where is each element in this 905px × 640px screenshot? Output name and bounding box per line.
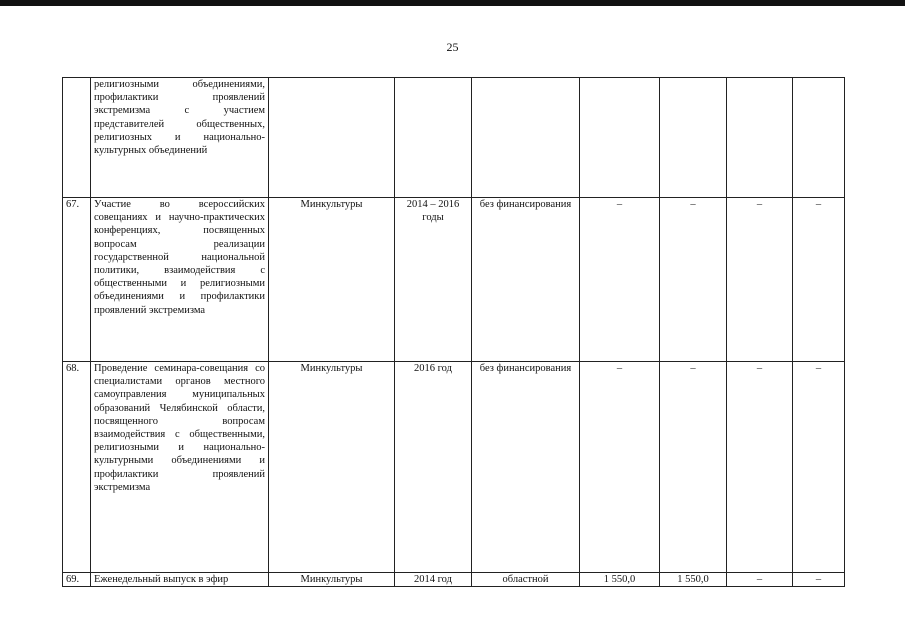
row-number: 68. xyxy=(63,362,91,573)
amount-year-1-cell: – xyxy=(660,198,727,362)
period-cell: 2014 – 2016 годы xyxy=(395,198,472,362)
period-cell: 2014 год xyxy=(395,573,472,587)
amount-year-1-cell: 1 550,0 xyxy=(660,573,727,587)
executor-cell xyxy=(269,78,395,198)
table-row xyxy=(63,362,845,573)
funding-source-cell xyxy=(472,78,580,198)
top-border-bar xyxy=(0,0,905,6)
amount-year-3-cell xyxy=(793,78,845,198)
program-activities-table xyxy=(62,77,845,587)
amount-year-1-cell xyxy=(660,78,727,198)
activity-description: Еженедельный выпуск в эфир xyxy=(91,573,269,587)
activity-description: Участие во всероссийских совещаниях и научно-практических конференциях, посвященных вопросам реализации государственной национальной политики, взаимодействия с общественными и религиозными объединениями и профилактики проявлений экстремизма xyxy=(91,198,269,362)
page-number: 25 xyxy=(446,40,459,54)
executor-cell: Минкультуры xyxy=(269,198,395,362)
table-row xyxy=(63,198,845,362)
amount-year-3-cell: – xyxy=(793,573,845,587)
row-number: 69. xyxy=(63,573,91,587)
amount-year-3-cell: – xyxy=(793,198,845,362)
funding-source-cell: областной xyxy=(472,573,580,587)
amount-total-cell xyxy=(580,78,660,198)
period-cell xyxy=(395,78,472,198)
amount-year-2-cell xyxy=(727,78,793,198)
executor-cell: Минкультуры xyxy=(269,573,395,587)
row-number: 67. xyxy=(63,198,91,362)
amount-total-cell: – xyxy=(580,362,660,573)
activity-description: религиозными объединениями, профилактики проявлений экстремизма с участием представителей общественных, религиозных и национально-культурных объединений xyxy=(91,78,269,198)
amount-year-2-cell: – xyxy=(727,362,793,573)
table-row xyxy=(63,573,845,587)
amount-year-2-cell: – xyxy=(727,573,793,587)
funding-source-cell: без финансирования xyxy=(472,198,580,362)
amount-year-2-cell: – xyxy=(727,198,793,362)
executor-cell: Минкультуры xyxy=(269,362,395,573)
period-cell: 2016 год xyxy=(395,362,472,573)
amount-total-cell: – xyxy=(580,198,660,362)
amount-total-cell: 1 550,0 xyxy=(580,573,660,587)
table-row xyxy=(63,78,845,198)
funding-source-cell: без финансирования xyxy=(472,362,580,573)
row-number xyxy=(63,78,91,198)
amount-year-1-cell: – xyxy=(660,362,727,573)
amount-year-3-cell: – xyxy=(793,362,845,573)
activity-description: Проведение семинара-совещания со специалистами органов местного самоуправления муниципальных образований Челябинской области, посвященного вопросам взаимодействия с общественными, религиозными и национально-культурными объединениями и профилактики проявлений экстремизма xyxy=(91,362,269,573)
